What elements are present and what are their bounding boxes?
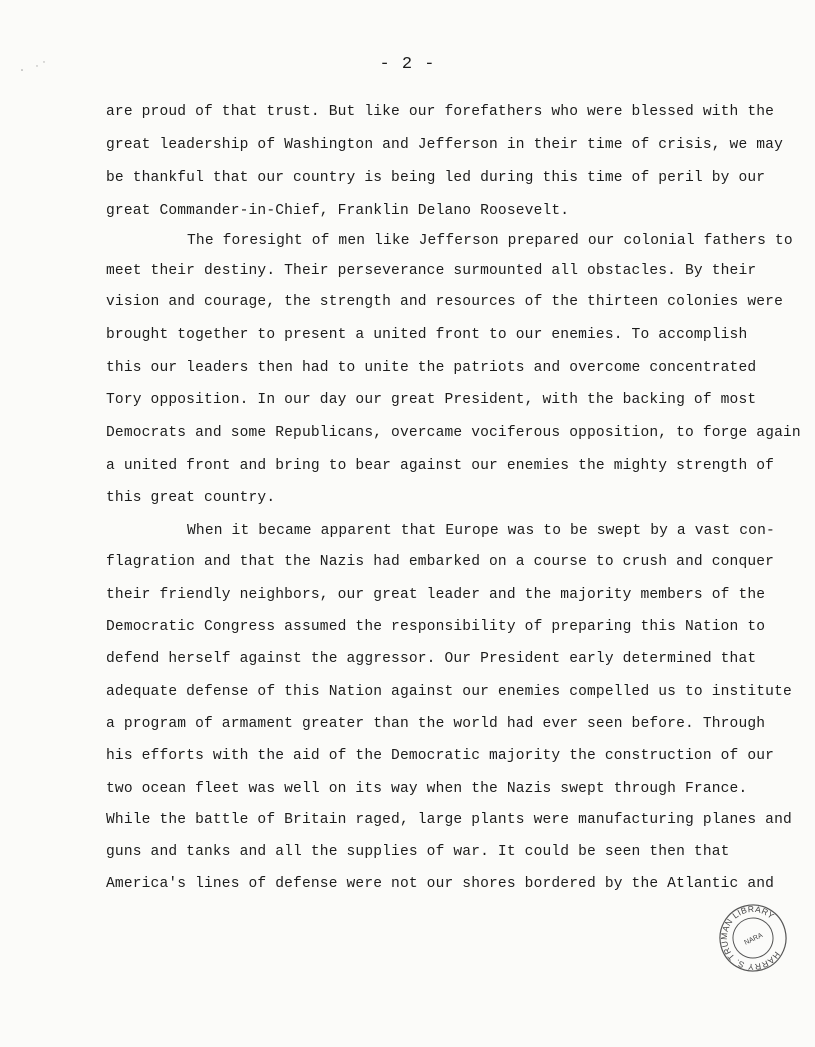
- text-line: guns and tanks and all the supplies of war. It could be seen then that: [106, 844, 730, 860]
- text-line: great Commander-in-Chief, Franklin Delano Roosevelt.: [106, 203, 570, 219]
- text-line: Tory opposition. In our day our great President, with the backing of most: [106, 392, 757, 408]
- text-line: adequate defense of this Nation against our enemies compelled us to institute: [106, 684, 792, 700]
- text-line: vision and courage, the strength and resources of the thirteen colonies were: [106, 294, 783, 310]
- paragraph-first-line: When it became apparent that Europe was to be swept by a vast con-: [187, 523, 775, 539]
- text-line: a united front and bring to bear against our enemies the mighty strength of: [106, 458, 775, 474]
- page-number: - 2 -: [379, 55, 436, 74]
- text-line: flagration and that the Nazis had embarked on a course to crush and conquer: [106, 554, 775, 570]
- text-line: their friendly neighbors, our great leader and the majority members of the: [106, 587, 766, 603]
- text-line: two ocean fleet was well on its way when the Nazis swept through France.: [106, 781, 748, 797]
- text-line: While the battle of Britain raged, large plants were manufacturing planes and: [106, 812, 792, 828]
- text-line: this our leaders then had to unite the patriots and overcome concentrated: [106, 360, 757, 376]
- stamp-inner-text: NARA: [743, 932, 764, 947]
- stamp-outer-text: HARRY S. TRUMAN LIBRARY: [718, 903, 783, 973]
- text-line: his efforts with the aid of the Democratic majority the construction of our: [106, 748, 775, 764]
- text-line: great leadership of Washington and Jefferson in their time of crisis, we may: [106, 137, 783, 153]
- text-line: be thankful that our country is being led during this time of peril by our: [106, 170, 766, 186]
- paragraph-first-line: The foresight of men like Jefferson prepared our colonial fathers to: [187, 233, 793, 249]
- text-line: defend herself against the aggressor. Our President early determined that: [106, 651, 757, 667]
- text-line: a program of armament greater than the world had ever seen before. Through: [106, 716, 766, 732]
- text-line: this great country.: [106, 490, 276, 506]
- text-line: Democrats and some Republicans, overcame vociferous opposition, to forge again: [106, 425, 801, 441]
- text-line: brought together to present a united front to our enemies. To accomplish: [106, 327, 748, 343]
- text-line: meet their destiny. Their perseverance surmounted all obstacles. By their: [106, 263, 757, 279]
- text-line: Democratic Congress assumed the responsibility of preparing this Nation to: [106, 619, 766, 635]
- text-line: America's lines of defense were not our shores bordered by the Atlantic and: [106, 876, 775, 892]
- library-stamp: [718, 903, 788, 973]
- text-line: are proud of that trust. But like our forefathers who were blessed with the: [106, 104, 775, 120]
